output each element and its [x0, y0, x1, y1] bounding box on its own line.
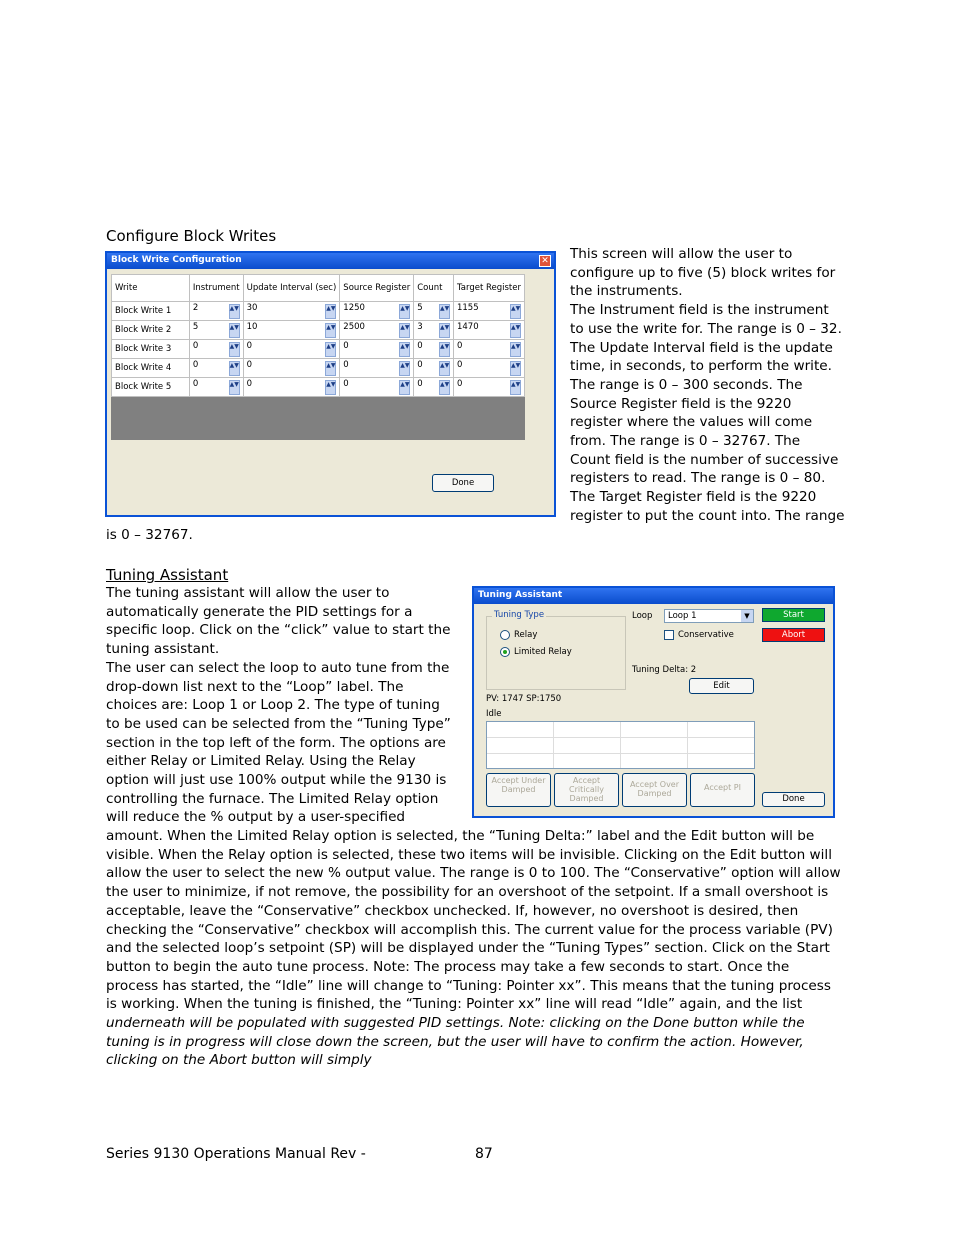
cell-value: 5: [192, 322, 199, 332]
cell-value: 0: [192, 341, 199, 351]
text-line: This screen will allow the user to: [570, 246, 793, 262]
spinner-icon[interactable]: ▲▼: [325, 304, 336, 319]
source-field[interactable]: [340, 359, 414, 378]
instrument-field[interactable]: [189, 302, 243, 321]
cell-value: 0: [417, 379, 423, 389]
tuning-description-left: [106, 584, 466, 827]
pv-sp-readout: PV: 1747 SP:1750: [486, 694, 562, 704]
spinner-icon[interactable]: ▲▼: [510, 380, 521, 395]
text-line: to use the write for. The range is 0 – 32.: [570, 320, 842, 337]
column-header: Target Register: [453, 275, 524, 302]
spinner-icon[interactable]: ▲▼: [439, 361, 450, 376]
column-header: Write: [112, 275, 190, 302]
cell-value: 0: [192, 360, 199, 370]
spinner-icon[interactable]: ▲▼: [510, 342, 521, 357]
interval-field[interactable]: [243, 340, 340, 359]
text-line: will reduce the % output by a user-specified: [106, 809, 406, 826]
text-line: choices are: Loop 1 or Loop 2. The type of tuning: [106, 697, 440, 714]
text-line: option will just use 100% output while the 9130 is: [106, 772, 447, 789]
spinner-icon[interactable]: ▲▼: [510, 323, 521, 338]
column-header: Update Interval (sec): [243, 275, 340, 302]
start-button[interactable]: Start: [762, 608, 825, 622]
block-write-window: [105, 251, 556, 517]
cell-value: 0: [417, 341, 423, 351]
table-row: [112, 359, 525, 378]
text-line: automatically generate the PID settings for a: [106, 603, 413, 620]
text-line: register to put the count into. The range: [570, 507, 845, 524]
edit-button[interactable]: Edit: [689, 678, 754, 694]
tuning-delta-label: Tuning Delta: 2: [632, 665, 697, 675]
accept-critically-damped-button[interactable]: Accept Critically Damped: [554, 773, 619, 807]
instrument-field[interactable]: [189, 378, 243, 397]
done-button[interactable]: Done: [762, 792, 825, 807]
instrument-field[interactable]: [189, 340, 243, 359]
cell-value: Block Write 1: [115, 306, 172, 316]
relay-radio[interactable]: [500, 630, 510, 640]
cell-value: 0: [456, 379, 463, 389]
interval-field[interactable]: [243, 359, 340, 378]
spinner-icon[interactable]: ▲▼: [439, 304, 450, 319]
tuning-assistant-window: [472, 586, 835, 818]
text-line: section in the top left of the form. The options are: [106, 734, 446, 751]
block-writes-description: [570, 245, 860, 526]
text-line: button to begin the auto tune process. Note: The process may take a few seconds to start. Once the: [106, 958, 790, 975]
text-line: controlling the furnace. The Limited Relay option: [106, 790, 439, 807]
count-field[interactable]: [414, 378, 454, 397]
count-field[interactable]: [414, 321, 454, 340]
text-line: time, in seconds, to perform the write.: [570, 358, 832, 375]
text-line: tuning is in progress will close down the screen, but the user will have to confirm the action. However,: [106, 1033, 804, 1050]
cell-value: 0: [343, 360, 349, 370]
spinner-icon[interactable]: ▲▼: [399, 304, 410, 319]
cell-value: 2500: [343, 322, 365, 332]
cell-value: 3: [417, 322, 423, 332]
spinner-icon[interactable]: ▲▼: [325, 323, 336, 338]
cell-value: 0: [343, 341, 349, 351]
spinner-icon[interactable]: ▲▼: [439, 323, 450, 338]
interval-field[interactable]: [243, 302, 340, 321]
text-line: configure up to five (5) block writes for: [570, 264, 836, 281]
text-line: the instruments.: [570, 283, 683, 300]
target-field[interactable]: [453, 359, 524, 378]
text-line: allow the user to select the new % output value. The range is 0 to 100. The “Conservative” option will allow: [106, 865, 841, 882]
spinner-icon[interactable]: ▲▼: [229, 323, 240, 338]
window-titlebar: [107, 253, 554, 269]
loop-select-value: Loop 1: [668, 611, 697, 621]
cell-value: 0: [246, 341, 253, 351]
section-heading-tuning: Tuning Assistant: [106, 566, 229, 584]
text-line: the user to minimize, if not remove, the possibility for an overshoot of the setpoint. If a small overshoot is: [106, 884, 829, 901]
spinner-icon[interactable]: ▲▼: [399, 380, 410, 395]
instrument-field[interactable]: [189, 321, 243, 340]
conservative-checkbox[interactable]: [664, 630, 674, 640]
target-field[interactable]: [453, 340, 524, 359]
text-line: from. The range is 0 – 32767. The: [570, 433, 801, 450]
cell-value: 1155: [456, 303, 479, 313]
column-header: Instrument: [189, 275, 243, 302]
loop-label: Loop: [632, 611, 653, 621]
section-heading-block-writes: Configure Block Writes: [106, 227, 277, 245]
column-header: Count: [414, 275, 454, 302]
spinner-icon[interactable]: ▲▼: [229, 361, 240, 376]
spinner-icon[interactable]: ▲▼: [510, 304, 521, 319]
tuning-type-label: Tuning Type: [494, 610, 545, 620]
spinner-icon[interactable]: ▲▼: [439, 342, 450, 357]
window-title: Block Write Configuration: [111, 255, 242, 265]
row-label: [112, 359, 190, 378]
text-line: to be used can be selected from the “Tuning Type”: [106, 715, 451, 732]
accept-under-damped-button[interactable]: Accept Under Damped: [486, 773, 551, 807]
text-line: and the selected loop’s setpoint (SP) will be displayed under the “Tuning Types” section. Click on the Start: [106, 940, 830, 957]
text-line: acceptable, leave the “Conservative” checkbox unchecked. If, however, no overshoot is desired, then: [106, 902, 799, 919]
text-line: either Relay or Limited Relay. Using the Relay: [106, 753, 416, 770]
window-titlebar: [474, 588, 833, 604]
accept-over-damped-button[interactable]: Accept Over Damped: [622, 773, 687, 807]
spinner-icon[interactable]: ▲▼: [229, 304, 240, 319]
cell-value: 2: [192, 303, 199, 313]
cell-value: 1470: [456, 322, 479, 332]
instrument-field[interactable]: [189, 359, 243, 378]
row-label: [112, 378, 190, 397]
text-line: specific loop. Click on the “click” value to start the: [106, 622, 451, 639]
spinner-icon[interactable]: ▲▼: [229, 380, 240, 395]
close-icon[interactable]: ✕: [539, 255, 551, 267]
text-line: underneath will be populated with suggested PID settings. Note: clicking on the Done button while the: [106, 1015, 805, 1032]
table-row: [112, 302, 525, 321]
limited-relay-radio[interactable]: [500, 647, 510, 657]
page-number: 87: [475, 1146, 493, 1162]
text-line: checking the “Conservative” checkbox will accomplish this. The current value for the process variable (PV): [106, 921, 833, 938]
cell-value: Block Write 5: [115, 382, 172, 392]
source-field[interactable]: [340, 340, 414, 359]
spinner-icon[interactable]: ▲▼: [510, 361, 521, 376]
cell-value: 0: [246, 360, 253, 370]
source-field[interactable]: [340, 302, 414, 321]
cell-value: 0: [456, 360, 463, 370]
text-line: The Update Interval field is the update: [570, 339, 833, 356]
done-button[interactable]: Done: [432, 474, 494, 492]
text-line: The Target Register field is the 9220: [570, 489, 817, 506]
spinner-icon[interactable]: ▲▼: [399, 323, 410, 338]
spinner-icon[interactable]: ▲▼: [439, 380, 450, 395]
text-line: The tuning assistant will allow the user to: [106, 585, 390, 601]
text-line: The range is 0 – 300 seconds. The: [570, 376, 803, 393]
text-line: The Instrument field is the instrument: [570, 302, 829, 319]
pid-results-list[interactable]: [486, 721, 755, 769]
window-title: Tuning Assistant: [478, 590, 563, 600]
source-field[interactable]: [340, 378, 414, 397]
cell-value: Block Write 3: [115, 344, 172, 354]
target-field[interactable]: [453, 302, 524, 321]
cell-value: 0: [417, 360, 423, 370]
status-text: Idle: [486, 709, 502, 719]
cell-value: 10: [246, 322, 258, 332]
count-field[interactable]: [414, 359, 454, 378]
cell-value: 0: [192, 379, 199, 389]
spinner-icon[interactable]: ▲▼: [325, 361, 336, 376]
source-field[interactable]: [340, 321, 414, 340]
text-line: tuning assistant.: [106, 641, 220, 658]
target-field[interactable]: [453, 378, 524, 397]
count-field[interactable]: [414, 302, 454, 321]
block-write-grid: [111, 274, 525, 440]
cell-value: 0: [343, 379, 349, 389]
cell-value: 1250: [343, 303, 365, 313]
spinner-icon[interactable]: ▲▼: [229, 342, 240, 357]
table-row: [112, 340, 525, 359]
spinner-icon[interactable]: ▲▼: [399, 361, 410, 376]
limited-relay-label: Limited Relay: [514, 647, 572, 657]
cell-value: 30: [246, 303, 258, 313]
loop-select[interactable]: [664, 609, 754, 623]
text-line: registers to read. The range is 0 – 80.: [570, 470, 826, 487]
column-header: Source Register: [340, 275, 414, 302]
cell-value: Block Write 2: [115, 325, 172, 335]
row-label: [112, 321, 190, 340]
relay-label: Relay: [514, 630, 538, 640]
block-write-table: [111, 274, 525, 397]
interval-field[interactable]: [243, 321, 340, 340]
conservative-label: Conservative: [678, 630, 734, 640]
chevron-down-icon[interactable]: ▼: [741, 610, 753, 622]
spinner-icon[interactable]: ▲▼: [399, 342, 410, 357]
text-line: Count field is the number of successive: [570, 451, 839, 468]
row-label: [112, 340, 190, 359]
table-row: [112, 378, 525, 397]
text-line: drop-down list next to the “Loop” label. The: [106, 678, 404, 695]
cell-value: Block Write 4: [115, 363, 172, 373]
row-label: [112, 302, 190, 321]
target-field[interactable]: [453, 321, 524, 340]
cell-value: 5: [417, 303, 423, 313]
spinner-icon[interactable]: ▲▼: [325, 380, 336, 395]
abort-button[interactable]: Abort: [762, 628, 825, 642]
text-line: register where the values will come: [570, 414, 813, 431]
text-line: process has started, the “Idle” line will change to “Tuning: Pointer xx”. This means that the tuning process: [106, 977, 831, 994]
text-line: The user can select the loop to auto tune from the: [106, 659, 450, 676]
cell-value: 0: [456, 341, 463, 351]
footer-manual-title: Series 9130 Operations Manual Rev -: [106, 1146, 366, 1162]
text-line: Source Register field is the 9220: [570, 395, 792, 412]
block-writes-continuation: is 0 – 32767.: [106, 527, 193, 543]
cell-value: 0: [246, 379, 253, 389]
table-header-row: [112, 275, 525, 302]
text-line: is working. When the tuning is finished, the “Tuning: Pointer xx” line will read “Idle” again, and the list: [106, 996, 803, 1013]
text-line: visible. When the Relay option is selected, these two items will be invisible. Clicking on the Edit button will: [106, 846, 832, 863]
text-line: clicking on the Abort button will simply: [106, 1052, 372, 1069]
interval-field[interactable]: [243, 378, 340, 397]
count-field[interactable]: [414, 340, 454, 359]
accept-pi-button[interactable]: Accept PI: [690, 773, 755, 807]
spinner-icon[interactable]: ▲▼: [325, 342, 336, 357]
tuning-description-full: [106, 827, 851, 1070]
table-row: [112, 321, 525, 340]
text-line: amount. When the Limited Relay option is selected, the “Tuning Delta:” label and the Edit button will be: [106, 828, 815, 844]
